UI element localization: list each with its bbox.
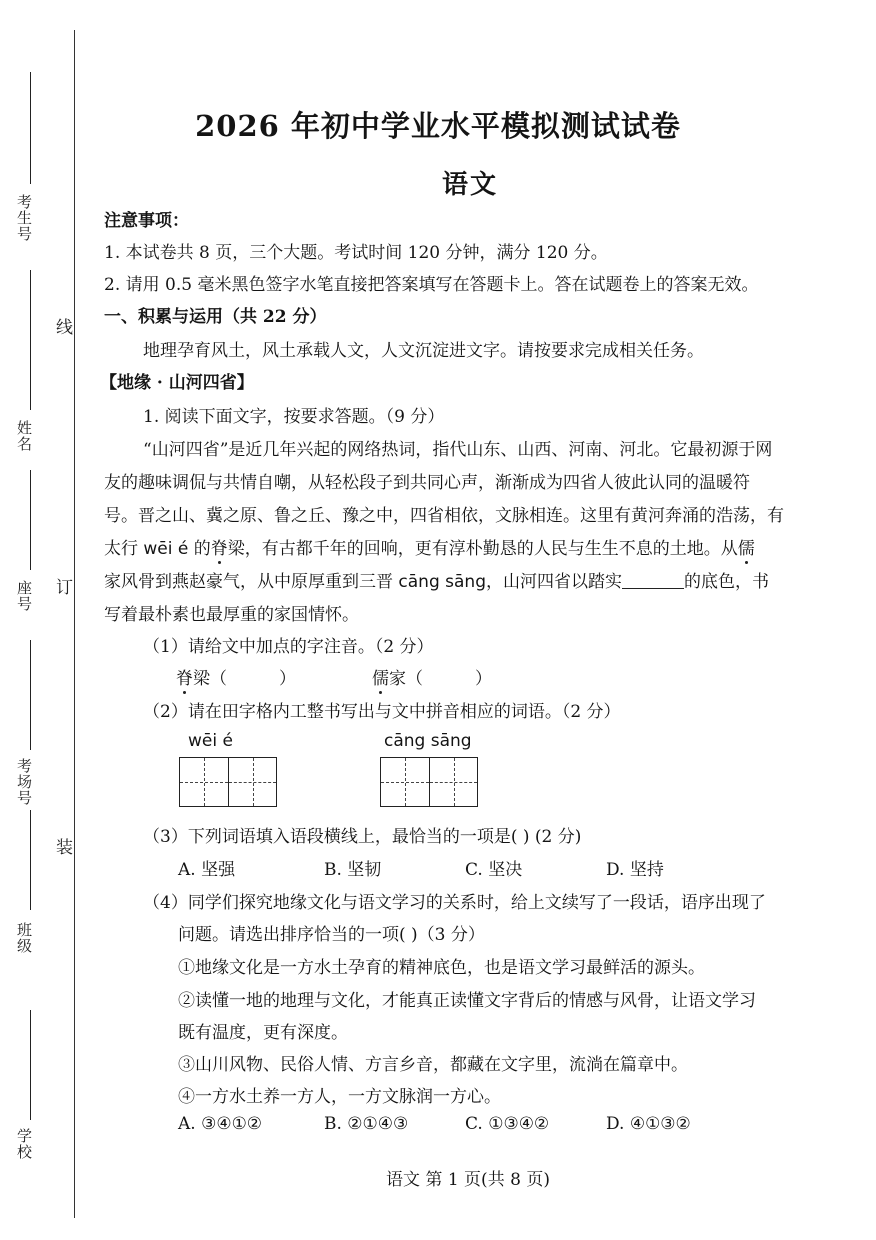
- pinyin-wei-e: wēi é: [143, 539, 189, 559]
- label-seat: 座号: [15, 580, 33, 612]
- passage-line-5: [104, 567, 769, 592]
- blank-name[interactable]: [30, 270, 31, 410]
- answer-close: ）: [475, 669, 492, 689]
- tianzige-cell[interactable]: [381, 758, 429, 806]
- sub4-option-d: D. ④①③②: [606, 1114, 691, 1134]
- sub3-stem: （3）下列词语填入语段横线上，最恰当的一项是( ) (2 分): [143, 827, 582, 847]
- sub4-stem-line-2: 问题。请选出排序恰当的一项( )（3 分）: [178, 925, 485, 945]
- label-student-id: 考生号: [15, 194, 33, 242]
- cut-mark-bind: 装: [52, 838, 72, 855]
- sub4-option-a: A. ③④①②: [178, 1114, 263, 1134]
- sub4-sentence-2a: ②读懂一地的地理与文化，才能真正读懂文字背后的情感与风骨，让语文学习: [178, 991, 756, 1011]
- tianzige-grid-1[interactable]: [179, 757, 277, 807]
- blank-class[interactable]: [30, 810, 31, 910]
- answer-label: 家（: [389, 669, 423, 689]
- tianzige-cell[interactable]: [228, 758, 276, 806]
- passage-line-4: [104, 534, 755, 559]
- sub3-option-d: D. 坚持: [606, 860, 664, 880]
- passage-text: 家风骨到燕赵豪气，从中原厚重到三晋: [104, 572, 399, 592]
- grid-pinyin-2: cāng sāng: [384, 731, 472, 751]
- passage-line-1: “山河四省”是近几年兴起的网络热词，指代山东、山西、河南、河北。它最初源于网: [143, 440, 773, 460]
- passage-text: ，山河四省以踏实: [485, 572, 622, 592]
- passage-text: 太行: [104, 539, 144, 559]
- sub2-stem: （2）请在田字格内工整书写出与文中拼音相应的词语。（2 分）: [143, 702, 621, 722]
- dotted-char-ru: 儒: [737, 539, 755, 559]
- label-class: 班级: [15, 922, 33, 954]
- passage-text: 梁，有古都千年的回响，更有淳朴勤恳的人民与生生不息的土地。从: [227, 539, 738, 559]
- blank-school[interactable]: [30, 1010, 31, 1120]
- tianzige-cell[interactable]: [429, 758, 477, 806]
- sub1-answer-a: [176, 664, 296, 689]
- cut-mark-line: 线: [52, 318, 72, 335]
- sub1-answer-b: [372, 664, 492, 689]
- label-name: 姓名: [15, 420, 33, 452]
- topic-heading: 【地缘 · 山河四省】: [100, 373, 254, 393]
- dotted-char-ji: 脊: [176, 669, 193, 689]
- passage-line-6: 写着最朴素也最厚重的家国情怀。: [104, 605, 359, 625]
- binding-rule: [74, 30, 75, 1218]
- label-room: 考场号: [15, 758, 33, 806]
- sub3-option-a: A. 坚强: [178, 860, 236, 880]
- blank-room[interactable]: [30, 640, 31, 750]
- sub4-option-b: B. ②①④③: [324, 1114, 409, 1134]
- page-footer: 语文 第 1 页(共 8 页): [386, 1170, 550, 1190]
- passage-line-2: 友的趣味调侃与共情自嘲，从轻松段子到共同心声，渐渐成为四省人彼此认同的温暖符: [104, 473, 750, 493]
- pinyin-cang-sang: cāng sāng: [398, 572, 486, 592]
- notice-item-1: 1. 本试卷共 8 页，三个大题。考试时间 120 分钟，满分 120 分。: [104, 243, 608, 263]
- fill-blank[interactable]: [622, 572, 684, 589]
- answer-label: 梁（: [193, 669, 227, 689]
- cut-mark-staple: 订: [52, 578, 72, 595]
- sub3-option-b: B. 坚韧: [324, 860, 382, 880]
- sub4-sentence-4: ④一方水土养一方人，一方文脉润一方心。: [178, 1087, 501, 1107]
- tianzige-cell[interactable]: [180, 758, 228, 806]
- sub4-sentence-3: ③山川风物、民俗人情、方言乡音，都藏在文字里，流淌在篇章中。: [178, 1055, 688, 1075]
- tianzige-grid-2[interactable]: [380, 757, 478, 807]
- label-school: 学校: [15, 1128, 33, 1160]
- sub4-sentence-2b: 既有温度，更有深度。: [178, 1023, 348, 1043]
- passage-line-3: 号。晋之山、冀之原、鲁之丘、豫之中，四省相依，文脉相连。这里有黄河奔涌的浩荡，有: [104, 506, 784, 526]
- dotted-char-ru: 儒: [372, 669, 389, 689]
- blank-seat[interactable]: [30, 470, 31, 570]
- grid-pinyin-1: wēi é: [188, 731, 233, 751]
- section-intro: 地理孕育风土，风土承载人文，人文沉淀进文字。请按要求完成相关任务。: [143, 341, 704, 361]
- passage-text: 的: [188, 539, 211, 559]
- sub4-sentence-1: ①地缘文化是一方水土孕育的精神底色，也是语文学习最鲜活的源头。: [178, 958, 705, 978]
- sub4-option-c: C. ①③④②: [465, 1114, 550, 1134]
- notice-heading: 注意事项：: [104, 211, 189, 231]
- section-heading: 一、积累与运用（共 22 分）: [104, 307, 327, 327]
- subject-title: 语文: [441, 170, 498, 200]
- q1-stem: 1. 阅读下面文字，按要求答题。（9 分）: [143, 407, 445, 427]
- exam-title: 2026 年初中学业水平模拟测试试卷: [195, 109, 681, 143]
- sub1-stem: （1）请给文中加点的字注音。（2 分）: [143, 637, 434, 657]
- notice-item-2: 2. 请用 0.5 毫米黑色签字水笔直接把答案填写在答题卡上。答在试题卷上的答案无效。: [104, 275, 759, 295]
- passage-text: 的底色，书: [683, 572, 769, 592]
- dotted-char-ji: 脊: [210, 539, 228, 559]
- sub3-option-c: C. 坚决: [465, 860, 523, 880]
- answer-close: ）: [279, 669, 296, 689]
- sub4-stem-line-1: （4）同学们探究地缘文化与语文学习的关系时，给上文续写了一段话，语序出现了: [143, 893, 766, 913]
